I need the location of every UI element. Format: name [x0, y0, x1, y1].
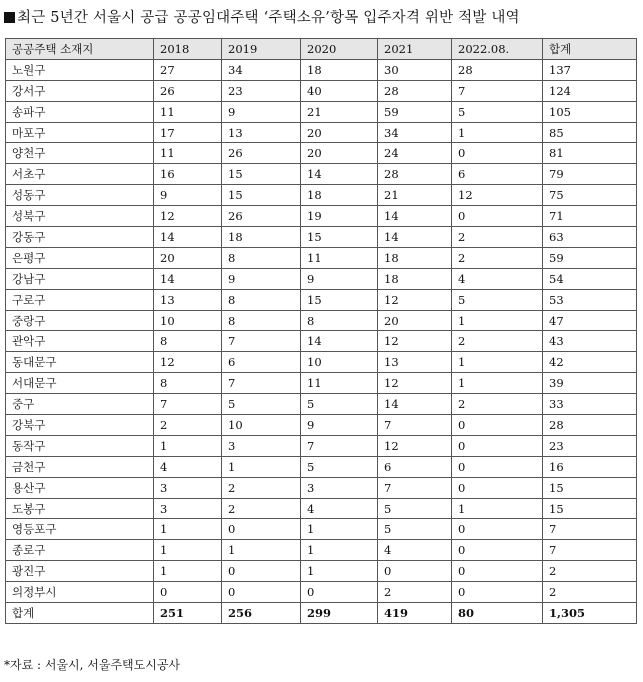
cell-2019: 7: [222, 373, 301, 394]
table-row: [6, 456, 637, 477]
cell-2018: 12: [154, 352, 222, 373]
table-row: [6, 227, 637, 248]
cell-2021: 12: [378, 435, 452, 456]
cell-2019: 8: [222, 247, 301, 268]
table-row: [6, 519, 637, 540]
cell-2020: 7: [301, 435, 378, 456]
cell-2022-08: 2: [452, 227, 543, 248]
cell-total: 47: [543, 310, 637, 331]
cell-2018: 11: [154, 143, 222, 164]
cell-2018: 20: [154, 247, 222, 268]
header-2022-08: 2022.08.: [452, 39, 543, 60]
cell-2022-08: 1: [452, 352, 543, 373]
cell-2021: 59: [378, 101, 452, 122]
cell-2021: 20: [378, 310, 452, 331]
cell-location: 도봉구: [6, 498, 154, 519]
total-sum: 1,305: [543, 603, 637, 624]
total-label: 합계: [6, 603, 154, 624]
cell-2022-08: 12: [452, 185, 543, 206]
cell-2018: 16: [154, 164, 222, 185]
cell-total: 81: [543, 143, 637, 164]
cell-2022-08: 0: [452, 561, 543, 582]
cell-2019: 15: [222, 164, 301, 185]
cell-2022-08: 2: [452, 331, 543, 352]
cell-location: 은평구: [6, 247, 154, 268]
cell-location: 구로구: [6, 289, 154, 310]
cell-2020: 1: [301, 561, 378, 582]
cell-2018: 13: [154, 289, 222, 310]
cell-2022-08: 28: [452, 59, 543, 80]
cell-2020: 8: [301, 310, 378, 331]
cell-2022-08: 4: [452, 268, 543, 289]
cell-location: 마포구: [6, 122, 154, 143]
cell-2019: 1: [222, 456, 301, 477]
cell-location: 중구: [6, 394, 154, 415]
cell-location: 영등포구: [6, 519, 154, 540]
cell-2018: 1: [154, 435, 222, 456]
table-row: [6, 247, 637, 268]
cell-location: 강북구: [6, 415, 154, 436]
cell-2018: 26: [154, 80, 222, 101]
cell-2021: 7: [378, 477, 452, 498]
cell-total: 75: [543, 185, 637, 206]
cell-location: 금천구: [6, 456, 154, 477]
total-2018: 251: [154, 603, 222, 624]
table-row: [6, 268, 637, 289]
table-row: [6, 206, 637, 227]
cell-2022-08: 2: [452, 247, 543, 268]
cell-2019: 3: [222, 435, 301, 456]
table-row: [6, 59, 637, 80]
cell-2020: 15: [301, 227, 378, 248]
cell-2020: 14: [301, 331, 378, 352]
table-row: [6, 122, 637, 143]
cell-total: 7: [543, 540, 637, 561]
cell-2022-08: 0: [452, 206, 543, 227]
table-row: [6, 561, 637, 582]
cell-location: 강동구: [6, 227, 154, 248]
cell-2021: 5: [378, 519, 452, 540]
cell-total: 39: [543, 373, 637, 394]
cell-2020: 1: [301, 519, 378, 540]
cell-2018: 7: [154, 394, 222, 415]
table-row: [6, 352, 637, 373]
cell-total: 53: [543, 289, 637, 310]
cell-2019: 26: [222, 206, 301, 227]
header-2020: 2020: [301, 39, 378, 60]
cell-location: 강서구: [6, 80, 154, 101]
cell-2020: 3: [301, 477, 378, 498]
cell-2021: 12: [378, 331, 452, 352]
table-row: [6, 540, 637, 561]
cell-2022-08: 0: [452, 143, 543, 164]
cell-2020: 5: [301, 456, 378, 477]
cell-2021: 14: [378, 394, 452, 415]
table-body: [6, 59, 637, 602]
cell-total: 16: [543, 456, 637, 477]
cell-2020: 5: [301, 394, 378, 415]
total-2021: 419: [378, 603, 452, 624]
table-row: [6, 394, 637, 415]
cell-2018: 9: [154, 185, 222, 206]
table-row: [6, 101, 637, 122]
cell-2019: 10: [222, 415, 301, 436]
cell-2022-08: 7: [452, 80, 543, 101]
table-title-text: 최근 5년간 서울시 공급 공공임대주택 ‘주택소유’항목 입주자격 위반 적발 내역: [17, 10, 520, 26]
cell-location: 강남구: [6, 268, 154, 289]
cell-location: 송파구: [6, 101, 154, 122]
cell-2021: 12: [378, 373, 452, 394]
cell-2022-08: 2: [452, 394, 543, 415]
table-row: [6, 331, 637, 352]
cell-total: 124: [543, 80, 637, 101]
table-row: [6, 477, 637, 498]
table-title: [4, 6, 520, 27]
cell-2019: 1: [222, 540, 301, 561]
cell-location: 의정부시: [6, 582, 154, 603]
cell-2020: 11: [301, 373, 378, 394]
cell-total: 105: [543, 101, 637, 122]
cell-2022-08: 5: [452, 101, 543, 122]
cell-total: 2: [543, 582, 637, 603]
cell-2021: 21: [378, 185, 452, 206]
cell-2021: 6: [378, 456, 452, 477]
cell-2020: 18: [301, 59, 378, 80]
total-2020: 299: [301, 603, 378, 624]
cell-total: 33: [543, 394, 637, 415]
cell-2019: 18: [222, 227, 301, 248]
cell-location: 광진구: [6, 561, 154, 582]
cell-total: 7: [543, 519, 637, 540]
cell-total: 54: [543, 268, 637, 289]
source-note: *자료 : 서울시, 서울주택도시공사: [4, 658, 180, 672]
cell-2021: 13: [378, 352, 452, 373]
cell-2022-08: 1: [452, 122, 543, 143]
cell-2022-08: 1: [452, 373, 543, 394]
cell-2022-08: 0: [452, 435, 543, 456]
cell-2018: 12: [154, 206, 222, 227]
header-2021: 2021: [378, 39, 452, 60]
cell-2019: 26: [222, 143, 301, 164]
cell-total: 59: [543, 247, 637, 268]
cell-2020: 21: [301, 101, 378, 122]
cell-2018: 2: [154, 415, 222, 436]
cell-2020: 40: [301, 80, 378, 101]
cell-2020: 1: [301, 540, 378, 561]
header-total: 합계: [543, 39, 637, 60]
cell-2021: 18: [378, 247, 452, 268]
black-square-icon: [4, 12, 15, 23]
violation-table: [5, 38, 637, 624]
cell-total: 137: [543, 59, 637, 80]
cell-2022-08: 1: [452, 310, 543, 331]
cell-location: 노원구: [6, 59, 154, 80]
cell-2020: 18: [301, 185, 378, 206]
cell-2020: 15: [301, 289, 378, 310]
cell-2018: 0: [154, 582, 222, 603]
cell-2022-08: 0: [452, 582, 543, 603]
cell-2021: 34: [378, 122, 452, 143]
cell-total: 43: [543, 331, 637, 352]
cell-location: 성북구: [6, 206, 154, 227]
cell-2020: 4: [301, 498, 378, 519]
cell-2021: 5: [378, 498, 452, 519]
cell-2019: 13: [222, 122, 301, 143]
table-row: [6, 310, 637, 331]
cell-2019: 2: [222, 477, 301, 498]
cell-2020: 19: [301, 206, 378, 227]
cell-2019: 34: [222, 59, 301, 80]
cell-2019: 0: [222, 519, 301, 540]
cell-total: 23: [543, 435, 637, 456]
cell-2020: 11: [301, 247, 378, 268]
cell-2022-08: 0: [452, 456, 543, 477]
cell-2021: 0: [378, 561, 452, 582]
cell-2019: 8: [222, 310, 301, 331]
cell-2019: 0: [222, 561, 301, 582]
cell-2018: 14: [154, 268, 222, 289]
cell-2019: 7: [222, 331, 301, 352]
cell-2019: 6: [222, 352, 301, 373]
cell-2019: 9: [222, 268, 301, 289]
table-row: [6, 498, 637, 519]
cell-2021: 2: [378, 582, 452, 603]
table-row: [6, 435, 637, 456]
cell-total: 85: [543, 122, 637, 143]
cell-2018: 11: [154, 101, 222, 122]
cell-2019: 9: [222, 101, 301, 122]
cell-2020: 0: [301, 582, 378, 603]
cell-2019: 2: [222, 498, 301, 519]
cell-2018: 1: [154, 540, 222, 561]
cell-location: 동작구: [6, 435, 154, 456]
cell-total: 15: [543, 498, 637, 519]
cell-total: 71: [543, 206, 637, 227]
table-row: [6, 373, 637, 394]
cell-2020: 9: [301, 268, 378, 289]
cell-2021: 7: [378, 415, 452, 436]
table-row: [6, 289, 637, 310]
cell-2018: 27: [154, 59, 222, 80]
cell-2018: 1: [154, 519, 222, 540]
table-row: [6, 80, 637, 101]
cell-2019: 15: [222, 185, 301, 206]
total-row: [6, 603, 637, 624]
cell-2022-08: 0: [452, 540, 543, 561]
cell-location: 서대문구: [6, 373, 154, 394]
cell-total: 42: [543, 352, 637, 373]
cell-2018: 1: [154, 561, 222, 582]
total-2022-08: 80: [452, 603, 543, 624]
cell-location: 중랑구: [6, 310, 154, 331]
cell-2018: 3: [154, 498, 222, 519]
cell-2021: 14: [378, 206, 452, 227]
cell-2021: 24: [378, 143, 452, 164]
cell-2020: 14: [301, 164, 378, 185]
cell-2021: 28: [378, 164, 452, 185]
cell-2020: 9: [301, 415, 378, 436]
cell-location: 용산구: [6, 477, 154, 498]
cell-2019: 23: [222, 80, 301, 101]
cell-2020: 20: [301, 122, 378, 143]
cell-location: 양천구: [6, 143, 154, 164]
cell-2022-08: 0: [452, 519, 543, 540]
cell-2022-08: 6: [452, 164, 543, 185]
cell-2022-08: 0: [452, 415, 543, 436]
cell-total: 79: [543, 164, 637, 185]
cell-2018: 10: [154, 310, 222, 331]
cell-2021: 12: [378, 289, 452, 310]
cell-2022-08: 0: [452, 477, 543, 498]
table-row: [6, 582, 637, 603]
header-location: 공공주택 소재지: [6, 39, 154, 60]
cell-2022-08: 1: [452, 498, 543, 519]
cell-2018: 17: [154, 122, 222, 143]
cell-2022-08: 5: [452, 289, 543, 310]
cell-total: 28: [543, 415, 637, 436]
cell-total: 15: [543, 477, 637, 498]
cell-2021: 14: [378, 227, 452, 248]
table-row: [6, 164, 637, 185]
cell-2020: 20: [301, 143, 378, 164]
header-row: [6, 39, 637, 60]
header-2019: 2019: [222, 39, 301, 60]
table-row: [6, 185, 637, 206]
cell-total: 2: [543, 561, 637, 582]
cell-location: 서초구: [6, 164, 154, 185]
cell-2021: 30: [378, 59, 452, 80]
header-2018: 2018: [154, 39, 222, 60]
cell-2018: 4: [154, 456, 222, 477]
cell-2018: 8: [154, 331, 222, 352]
cell-2018: 8: [154, 373, 222, 394]
cell-location: 동대문구: [6, 352, 154, 373]
cell-2020: 10: [301, 352, 378, 373]
table-row: [6, 143, 637, 164]
cell-2021: 4: [378, 540, 452, 561]
cell-location: 종로구: [6, 540, 154, 561]
cell-total: 63: [543, 227, 637, 248]
cell-2021: 18: [378, 268, 452, 289]
cell-location: 관악구: [6, 331, 154, 352]
cell-location: 성동구: [6, 185, 154, 206]
cell-2018: 14: [154, 227, 222, 248]
total-2019: 256: [222, 603, 301, 624]
cell-2019: 5: [222, 394, 301, 415]
cell-2019: 0: [222, 582, 301, 603]
cell-2019: 8: [222, 289, 301, 310]
table-row: [6, 415, 637, 436]
cell-2021: 28: [378, 80, 452, 101]
cell-2018: 3: [154, 477, 222, 498]
